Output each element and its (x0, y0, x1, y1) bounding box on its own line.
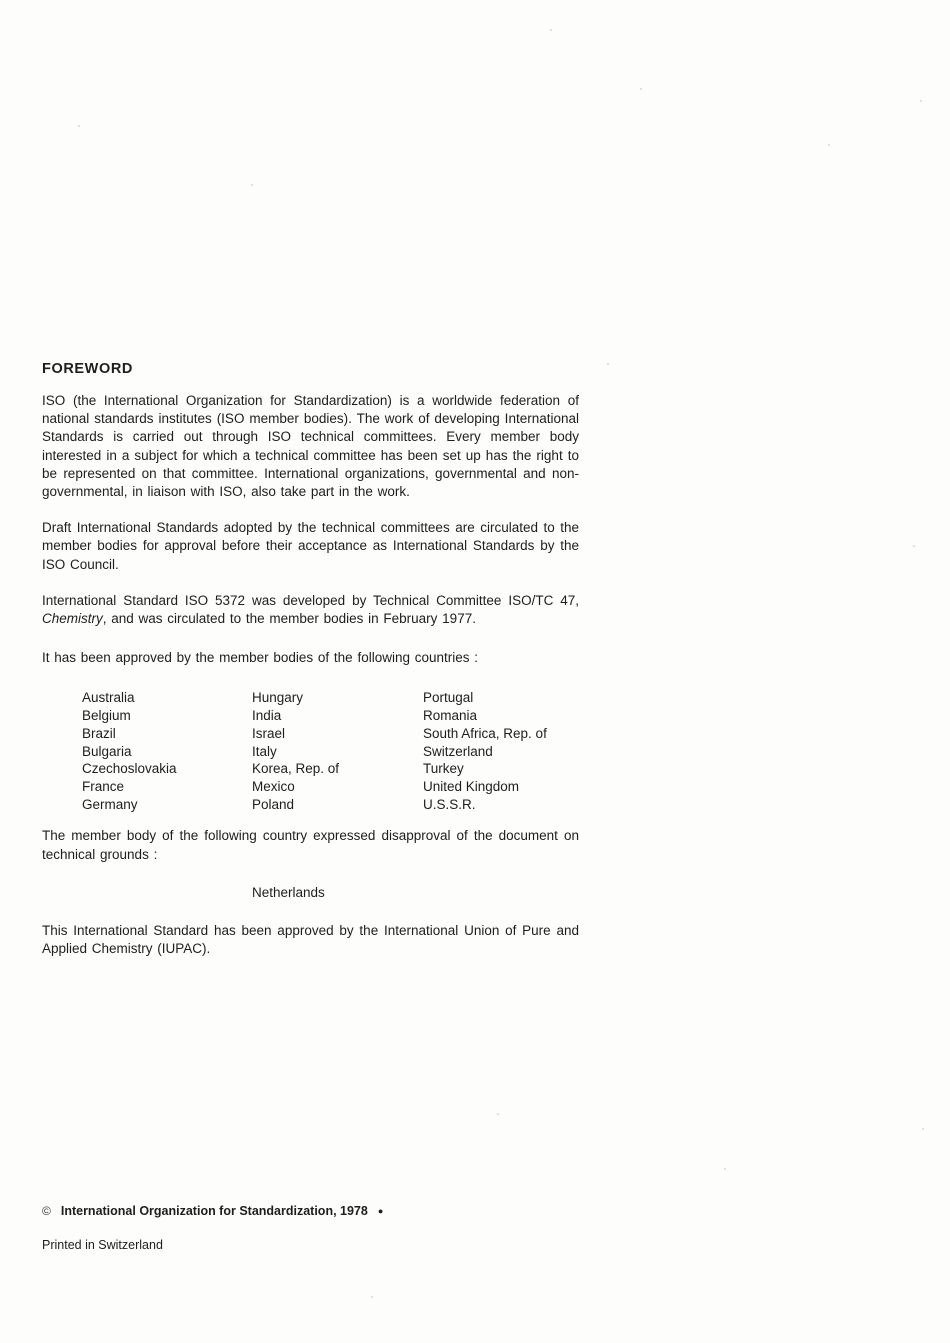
country-item: India (252, 708, 282, 724)
scan-speck (371, 1296, 373, 1298)
copyright-icon: © (42, 1204, 51, 1218)
country-item: Romania (423, 708, 478, 724)
country-item: Germany (82, 796, 138, 812)
scan-speck (922, 1128, 924, 1130)
country-item: Switzerland (423, 743, 493, 759)
paragraph-standard-developed (42, 592, 579, 628)
country-item: Belgium (82, 708, 131, 724)
scan-speck (78, 125, 80, 127)
country-item: Czechoslovakia (82, 761, 177, 777)
scan-speck (497, 1113, 499, 1115)
approving-countries-list (42, 689, 579, 813)
countries-column-2 (252, 689, 423, 813)
paragraph-approved-intro: It has been approved by the member bodies of the following countries : (42, 650, 479, 666)
country-item: Poland (252, 796, 295, 812)
copyright-text: International Organization for Standardization, 1978 (60, 1204, 368, 1218)
scan-speck (920, 100, 922, 102)
country-item: Mexico (252, 778, 295, 794)
scan-speck (828, 144, 830, 146)
paragraph-disapproval: The member body of the following country expressed disapproval of the document on technical grounds : (42, 828, 579, 862)
scan-speck (640, 88, 642, 90)
scan-speck (607, 363, 609, 365)
country-item: Bulgaria (82, 743, 132, 759)
developed-text-before: International Standard ISO 5372 was developed by Technical Committee ISO/TC 47, (42, 592, 579, 608)
country-item: Turkey (423, 761, 464, 777)
developed-text-after: , and was circulated to the member bodies in February 1977. (102, 611, 476, 627)
country-item: Korea, Rep. of (252, 761, 340, 777)
countries-column-1 (82, 689, 252, 813)
country-item: Australia (82, 690, 135, 706)
country-item: Brazil (82, 725, 116, 741)
disapproving-country: Netherlands (252, 884, 325, 900)
copyright-line (42, 1204, 642, 1218)
bullet-icon: ● (377, 1206, 384, 1216)
paragraph-draft-standards: Draft International Standards adopted by the technical committees are circulated to the member bodies for approval before their acceptance as International Standards by the ISO Council. (42, 520, 579, 572)
printed-in-text: Printed in Switzerland (42, 1238, 163, 1252)
scan-speck (251, 184, 253, 186)
country-item: United Kingdom (423, 778, 520, 794)
page-footer (42, 1204, 642, 1252)
paragraph-iupac: This International Standard has been approved by the International Union of Pure and Applied Chemistry (IUPAC). (42, 922, 579, 957)
foreword-heading: FOREWORD (42, 361, 133, 377)
country-item: Israel (252, 725, 286, 741)
document-body (42, 362, 579, 958)
country-item: Italy (252, 743, 277, 759)
paragraph-iso-intro: ISO (the International Organization for Standardization) is a worldwide federation of national standards institutes (ISO member bodies). The work of developing International Standards is carried out through ISO technical committees. Every member body interested in a subject for which a technical committee has been set up has the right to be represented on that committee. International organizations, governmental and non-governmental, in liaison with ISO, also take part in the work. (42, 393, 579, 500)
country-item: U.S.S.R. (423, 796, 476, 812)
country-item: Hungary (252, 690, 304, 706)
committee-name-italic: Chemistry (42, 611, 103, 627)
countries-column-3 (423, 689, 579, 813)
scan-speck (724, 1168, 726, 1170)
country-item: Portugal (423, 690, 474, 706)
scan-speck (550, 29, 552, 31)
country-item: South Africa, Rep. of (423, 725, 547, 741)
country-item: France (82, 778, 125, 794)
scan-speck (913, 545, 915, 547)
